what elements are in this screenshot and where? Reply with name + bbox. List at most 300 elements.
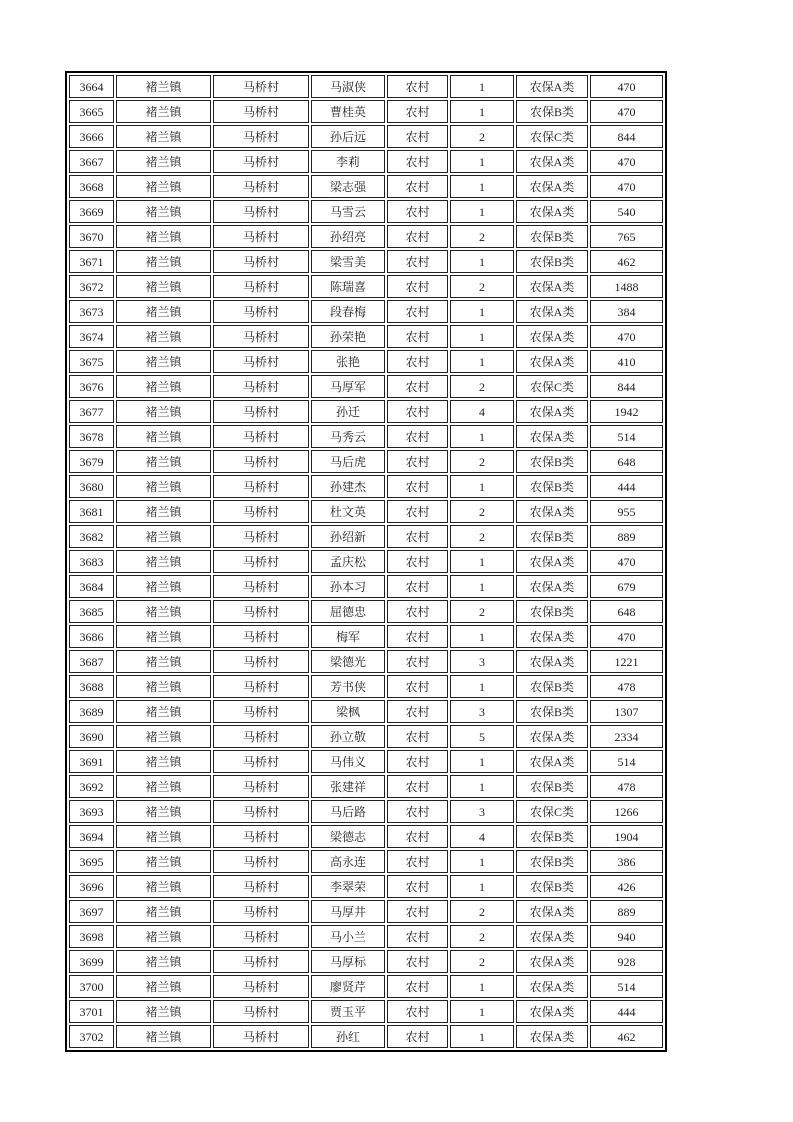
cell-person-name: 马淑侠 (311, 75, 385, 98)
cell-town: 褚兰镇 (116, 150, 211, 173)
cell-person-count: 1 (450, 875, 514, 898)
table-row (69, 925, 663, 948)
table-row (69, 175, 663, 198)
cell-town: 褚兰镇 (116, 125, 211, 148)
cell-serial-number: 3702 (69, 1025, 114, 1048)
cell-insurance-category: 农保A类 (516, 975, 588, 998)
cell-person-name: 段春梅 (311, 300, 385, 323)
cell-person-name: 马厚标 (311, 950, 385, 973)
cell-person-name: 马小兰 (311, 925, 385, 948)
table-row (69, 225, 663, 248)
cell-town: 褚兰镇 (116, 475, 211, 498)
table-row (69, 700, 663, 723)
cell-serial-number: 3692 (69, 775, 114, 798)
cell-person-name: 孙绍亮 (311, 225, 385, 248)
cell-residence-type: 农村 (387, 400, 448, 423)
cell-residence-type: 农村 (387, 175, 448, 198)
cell-residence-type: 农村 (387, 700, 448, 723)
cell-person-name: 屈德忠 (311, 600, 385, 623)
cell-village: 马桥村 (213, 275, 309, 298)
table-row (69, 475, 663, 498)
cell-insurance-category: 农保A类 (516, 400, 588, 423)
cell-amount: 1307 (590, 700, 663, 723)
cell-serial-number: 3682 (69, 525, 114, 548)
cell-town: 褚兰镇 (116, 950, 211, 973)
cell-residence-type: 农村 (387, 300, 448, 323)
cell-person-name: 马秀云 (311, 425, 385, 448)
cell-village: 马桥村 (213, 300, 309, 323)
cell-town: 褚兰镇 (116, 675, 211, 698)
cell-serial-number: 3695 (69, 850, 114, 873)
table-row (69, 750, 663, 773)
cell-person-name: 孙后远 (311, 125, 385, 148)
cell-amount: 470 (590, 175, 663, 198)
cell-amount: 540 (590, 200, 663, 223)
cell-serial-number: 3696 (69, 875, 114, 898)
cell-serial-number: 3690 (69, 725, 114, 748)
cell-residence-type: 农村 (387, 825, 448, 848)
cell-person-name: 梁志强 (311, 175, 385, 198)
cell-residence-type: 农村 (387, 675, 448, 698)
cell-town: 褚兰镇 (116, 175, 211, 198)
cell-amount: 426 (590, 875, 663, 898)
cell-insurance-category: 农保B类 (516, 600, 588, 623)
cell-person-count: 4 (450, 400, 514, 423)
cell-person-name: 马厚井 (311, 900, 385, 923)
cell-town: 褚兰镇 (116, 850, 211, 873)
cell-person-count: 1 (450, 1000, 514, 1023)
cell-person-name: 芳书侠 (311, 675, 385, 698)
cell-person-count: 1 (450, 150, 514, 173)
cell-town: 褚兰镇 (116, 800, 211, 823)
cell-person-count: 1 (450, 350, 514, 373)
cell-village: 马桥村 (213, 475, 309, 498)
cell-village: 马桥村 (213, 500, 309, 523)
cell-residence-type: 农村 (387, 350, 448, 373)
cell-amount: 478 (590, 775, 663, 798)
cell-insurance-category: 农保A类 (516, 150, 588, 173)
cell-person-count: 3 (450, 800, 514, 823)
cell-amount: 844 (590, 375, 663, 398)
cell-village: 马桥村 (213, 550, 309, 573)
cell-residence-type: 农村 (387, 550, 448, 573)
cell-village: 马桥村 (213, 750, 309, 773)
cell-village: 马桥村 (213, 775, 309, 798)
cell-insurance-category: 农保B类 (516, 450, 588, 473)
cell-insurance-category: 农保A类 (516, 1000, 588, 1023)
table-row (69, 400, 663, 423)
cell-insurance-category: 农保A类 (516, 900, 588, 923)
cell-serial-number: 3685 (69, 600, 114, 623)
cell-town: 褚兰镇 (116, 425, 211, 448)
cell-person-count: 1 (450, 200, 514, 223)
cell-serial-number: 3667 (69, 150, 114, 173)
cell-insurance-category: 农保A类 (516, 725, 588, 748)
cell-village: 马桥村 (213, 225, 309, 248)
cell-insurance-category: 农保B类 (516, 825, 588, 848)
table-row (69, 425, 663, 448)
cell-person-name: 杜文英 (311, 500, 385, 523)
cell-insurance-category: 农保A类 (516, 625, 588, 648)
cell-serial-number: 3675 (69, 350, 114, 373)
cell-amount: 410 (590, 350, 663, 373)
cell-residence-type: 农村 (387, 325, 448, 348)
cell-residence-type: 农村 (387, 200, 448, 223)
table-row (69, 950, 663, 973)
cell-person-count: 2 (450, 600, 514, 623)
cell-insurance-category: 农保A类 (516, 1025, 588, 1048)
cell-serial-number: 3664 (69, 75, 114, 98)
cell-amount: 1488 (590, 275, 663, 298)
cell-serial-number: 3677 (69, 400, 114, 423)
cell-serial-number: 3674 (69, 325, 114, 348)
cell-serial-number: 3669 (69, 200, 114, 223)
table-row (69, 825, 663, 848)
cell-person-name: 孙红 (311, 1025, 385, 1048)
cell-person-name: 马后路 (311, 800, 385, 823)
cell-village: 马桥村 (213, 250, 309, 273)
cell-residence-type: 农村 (387, 475, 448, 498)
table-row (69, 200, 663, 223)
cell-person-count: 1 (450, 75, 514, 98)
cell-insurance-category: 农保A类 (516, 325, 588, 348)
cell-person-count: 1 (450, 425, 514, 448)
cell-village: 马桥村 (213, 450, 309, 473)
table-row (69, 75, 663, 98)
cell-serial-number: 3683 (69, 550, 114, 573)
cell-person-count: 1 (450, 550, 514, 573)
cell-town: 褚兰镇 (116, 200, 211, 223)
cell-person-count: 1 (450, 675, 514, 698)
table-row (69, 625, 663, 648)
cell-insurance-category: 农保B类 (516, 875, 588, 898)
cell-village: 马桥村 (213, 200, 309, 223)
cell-serial-number: 3687 (69, 650, 114, 673)
cell-amount: 928 (590, 950, 663, 973)
cell-person-count: 4 (450, 825, 514, 848)
cell-person-name: 李翠荣 (311, 875, 385, 898)
cell-insurance-category: 农保A类 (516, 175, 588, 198)
cell-person-name: 孙立敬 (311, 725, 385, 748)
table-row (69, 975, 663, 998)
cell-insurance-category: 农保B类 (516, 700, 588, 723)
cell-amount: 844 (590, 125, 663, 148)
cell-person-name: 张艳 (311, 350, 385, 373)
cell-town: 褚兰镇 (116, 700, 211, 723)
cell-serial-number: 3666 (69, 125, 114, 148)
cell-insurance-category: 农保B类 (516, 675, 588, 698)
cell-residence-type: 农村 (387, 1000, 448, 1023)
cell-person-count: 1 (450, 475, 514, 498)
cell-person-count: 1 (450, 1025, 514, 1048)
cell-residence-type: 农村 (387, 250, 448, 273)
table-row (69, 900, 663, 923)
cell-amount: 470 (590, 625, 663, 648)
cell-person-count: 1 (450, 100, 514, 123)
cell-residence-type: 农村 (387, 650, 448, 673)
cell-amount: 1266 (590, 800, 663, 823)
table-row (69, 1025, 663, 1048)
cell-person-name: 曹桂英 (311, 100, 385, 123)
cell-village: 马桥村 (213, 100, 309, 123)
cell-person-count: 2 (450, 275, 514, 298)
cell-residence-type: 农村 (387, 225, 448, 248)
cell-village: 马桥村 (213, 325, 309, 348)
cell-amount: 648 (590, 450, 663, 473)
cell-residence-type: 农村 (387, 950, 448, 973)
cell-amount: 470 (590, 150, 663, 173)
table-row (69, 650, 663, 673)
cell-village: 马桥村 (213, 675, 309, 698)
cell-serial-number: 3673 (69, 300, 114, 323)
table-row (69, 100, 663, 123)
cell-serial-number: 3681 (69, 500, 114, 523)
cell-person-name: 李莉 (311, 150, 385, 173)
cell-village: 马桥村 (213, 350, 309, 373)
table-row (69, 275, 663, 298)
cell-person-count: 2 (450, 125, 514, 148)
cell-person-count: 2 (450, 375, 514, 398)
cell-town: 褚兰镇 (116, 650, 211, 673)
table-row (69, 600, 663, 623)
cell-insurance-category: 农保C类 (516, 125, 588, 148)
cell-amount: 514 (590, 750, 663, 773)
cell-person-name: 马雪云 (311, 200, 385, 223)
cell-insurance-category: 农保A类 (516, 200, 588, 223)
cell-town: 褚兰镇 (116, 1000, 211, 1023)
cell-amount: 648 (590, 600, 663, 623)
cell-amount: 2334 (590, 725, 663, 748)
cell-residence-type: 农村 (387, 75, 448, 98)
cell-residence-type: 农村 (387, 775, 448, 798)
cell-village: 马桥村 (213, 725, 309, 748)
cell-serial-number: 3665 (69, 100, 114, 123)
cell-person-count: 1 (450, 975, 514, 998)
cell-person-count: 5 (450, 725, 514, 748)
table-row (69, 525, 663, 548)
cell-serial-number: 3693 (69, 800, 114, 823)
table-row (69, 850, 663, 873)
cell-town: 褚兰镇 (116, 900, 211, 923)
table-row (69, 500, 663, 523)
cell-serial-number: 3684 (69, 575, 114, 598)
cell-insurance-category: 农保B类 (516, 775, 588, 798)
cell-person-name: 马伟义 (311, 750, 385, 773)
table-row (69, 800, 663, 823)
cell-person-name: 马厚军 (311, 375, 385, 398)
cell-town: 褚兰镇 (116, 600, 211, 623)
table-row (69, 1000, 663, 1023)
cell-village: 马桥村 (213, 600, 309, 623)
cell-town: 褚兰镇 (116, 550, 211, 573)
cell-insurance-category: 农保A类 (516, 550, 588, 573)
cell-town: 褚兰镇 (116, 750, 211, 773)
cell-person-count: 2 (450, 950, 514, 973)
cell-town: 褚兰镇 (116, 825, 211, 848)
cell-person-name: 孙建杰 (311, 475, 385, 498)
cell-residence-type: 农村 (387, 275, 448, 298)
cell-person-name: 孙绍新 (311, 525, 385, 548)
cell-person-count: 1 (450, 850, 514, 873)
cell-insurance-category: 农保A类 (516, 500, 588, 523)
cell-serial-number: 3700 (69, 975, 114, 998)
cell-residence-type: 农村 (387, 525, 448, 548)
table-row (69, 725, 663, 748)
cell-insurance-category: 农保A类 (516, 575, 588, 598)
cell-amount: 470 (590, 75, 663, 98)
cell-insurance-category: 农保B类 (516, 475, 588, 498)
cell-town: 褚兰镇 (116, 100, 211, 123)
cell-village: 马桥村 (213, 175, 309, 198)
cell-town: 褚兰镇 (116, 375, 211, 398)
cell-amount: 1942 (590, 400, 663, 423)
cell-town: 褚兰镇 (116, 275, 211, 298)
cell-village: 马桥村 (213, 425, 309, 448)
cell-serial-number: 3672 (69, 275, 114, 298)
cell-village: 马桥村 (213, 850, 309, 873)
cell-village: 马桥村 (213, 975, 309, 998)
cell-serial-number: 3676 (69, 375, 114, 398)
cell-serial-number: 3670 (69, 225, 114, 248)
table-row (69, 325, 663, 348)
table-row (69, 350, 663, 373)
table-row (69, 450, 663, 473)
cell-village: 马桥村 (213, 625, 309, 648)
cell-residence-type: 农村 (387, 450, 448, 473)
cell-serial-number: 3678 (69, 425, 114, 448)
cell-insurance-category: 农保A类 (516, 75, 588, 98)
cell-person-name: 孙本习 (311, 575, 385, 598)
table-row (69, 150, 663, 173)
cell-village: 马桥村 (213, 525, 309, 548)
cell-town: 褚兰镇 (116, 500, 211, 523)
cell-person-name: 贾玉平 (311, 1000, 385, 1023)
cell-person-count: 2 (450, 925, 514, 948)
cell-residence-type: 农村 (387, 100, 448, 123)
cell-person-count: 1 (450, 325, 514, 348)
cell-amount: 679 (590, 575, 663, 598)
cell-town: 褚兰镇 (116, 250, 211, 273)
cell-person-count: 3 (450, 650, 514, 673)
cell-person-count: 1 (450, 300, 514, 323)
cell-amount: 955 (590, 500, 663, 523)
cell-residence-type: 农村 (387, 150, 448, 173)
cell-person-name: 孙荣艳 (311, 325, 385, 348)
cell-village: 马桥村 (213, 825, 309, 848)
cell-amount: 384 (590, 300, 663, 323)
cell-insurance-category: 农保B类 (516, 850, 588, 873)
cell-person-name: 马后虎 (311, 450, 385, 473)
cell-person-name: 高永连 (311, 850, 385, 873)
cell-person-count: 2 (450, 500, 514, 523)
cell-town: 褚兰镇 (116, 875, 211, 898)
cell-town: 褚兰镇 (116, 925, 211, 948)
cell-person-count: 2 (450, 525, 514, 548)
data-table (65, 71, 667, 1052)
cell-village: 马桥村 (213, 1000, 309, 1023)
cell-serial-number: 3697 (69, 900, 114, 923)
cell-town: 褚兰镇 (116, 75, 211, 98)
cell-town: 褚兰镇 (116, 575, 211, 598)
cell-residence-type: 农村 (387, 925, 448, 948)
table-row (69, 375, 663, 398)
cell-residence-type: 农村 (387, 625, 448, 648)
cell-village: 马桥村 (213, 75, 309, 98)
cell-amount: 1904 (590, 825, 663, 848)
cell-town: 褚兰镇 (116, 725, 211, 748)
cell-residence-type: 农村 (387, 875, 448, 898)
cell-residence-type: 农村 (387, 600, 448, 623)
cell-amount: 470 (590, 100, 663, 123)
cell-insurance-category: 农保B类 (516, 250, 588, 273)
cell-person-count: 3 (450, 700, 514, 723)
cell-residence-type: 农村 (387, 375, 448, 398)
cell-amount: 470 (590, 325, 663, 348)
cell-person-name: 廖贤芹 (311, 975, 385, 998)
cell-serial-number: 3671 (69, 250, 114, 273)
cell-residence-type: 农村 (387, 900, 448, 923)
cell-person-count: 2 (450, 900, 514, 923)
cell-village: 马桥村 (213, 800, 309, 823)
cell-amount: 470 (590, 550, 663, 573)
cell-town: 褚兰镇 (116, 350, 211, 373)
cell-insurance-category: 农保B类 (516, 525, 588, 548)
cell-village: 马桥村 (213, 925, 309, 948)
cell-insurance-category: 农保A类 (516, 350, 588, 373)
cell-person-name: 张建祥 (311, 775, 385, 798)
cell-serial-number: 3679 (69, 450, 114, 473)
cell-insurance-category: 农保A类 (516, 275, 588, 298)
cell-serial-number: 3688 (69, 675, 114, 698)
table-row (69, 575, 663, 598)
cell-town: 褚兰镇 (116, 325, 211, 348)
cell-serial-number: 3694 (69, 825, 114, 848)
cell-village: 马桥村 (213, 950, 309, 973)
cell-town: 褚兰镇 (116, 225, 211, 248)
cell-village: 马桥村 (213, 1025, 309, 1048)
cell-village: 马桥村 (213, 400, 309, 423)
table-row (69, 300, 663, 323)
cell-village: 马桥村 (213, 150, 309, 173)
cell-village: 马桥村 (213, 125, 309, 148)
cell-serial-number: 3691 (69, 750, 114, 773)
cell-person-count: 1 (450, 250, 514, 273)
cell-insurance-category: 农保A类 (516, 425, 588, 448)
table-body (69, 75, 663, 1048)
cell-residence-type: 农村 (387, 850, 448, 873)
cell-person-count: 1 (450, 575, 514, 598)
cell-village: 马桥村 (213, 875, 309, 898)
cell-insurance-category: 农保B类 (516, 100, 588, 123)
cell-residence-type: 农村 (387, 1025, 448, 1048)
cell-village: 马桥村 (213, 900, 309, 923)
cell-amount: 462 (590, 1025, 663, 1048)
cell-insurance-category: 农保A类 (516, 950, 588, 973)
cell-amount: 1221 (590, 650, 663, 673)
table-row (69, 875, 663, 898)
cell-amount: 444 (590, 475, 663, 498)
cell-amount: 444 (590, 1000, 663, 1023)
cell-town: 褚兰镇 (116, 400, 211, 423)
cell-person-name: 梁雪美 (311, 250, 385, 273)
cell-amount: 940 (590, 925, 663, 948)
cell-amount: 889 (590, 900, 663, 923)
cell-person-name: 陈瑞喜 (311, 275, 385, 298)
cell-insurance-category: 农保C类 (516, 800, 588, 823)
cell-residence-type: 农村 (387, 575, 448, 598)
cell-town: 褚兰镇 (116, 975, 211, 998)
cell-person-count: 1 (450, 625, 514, 648)
